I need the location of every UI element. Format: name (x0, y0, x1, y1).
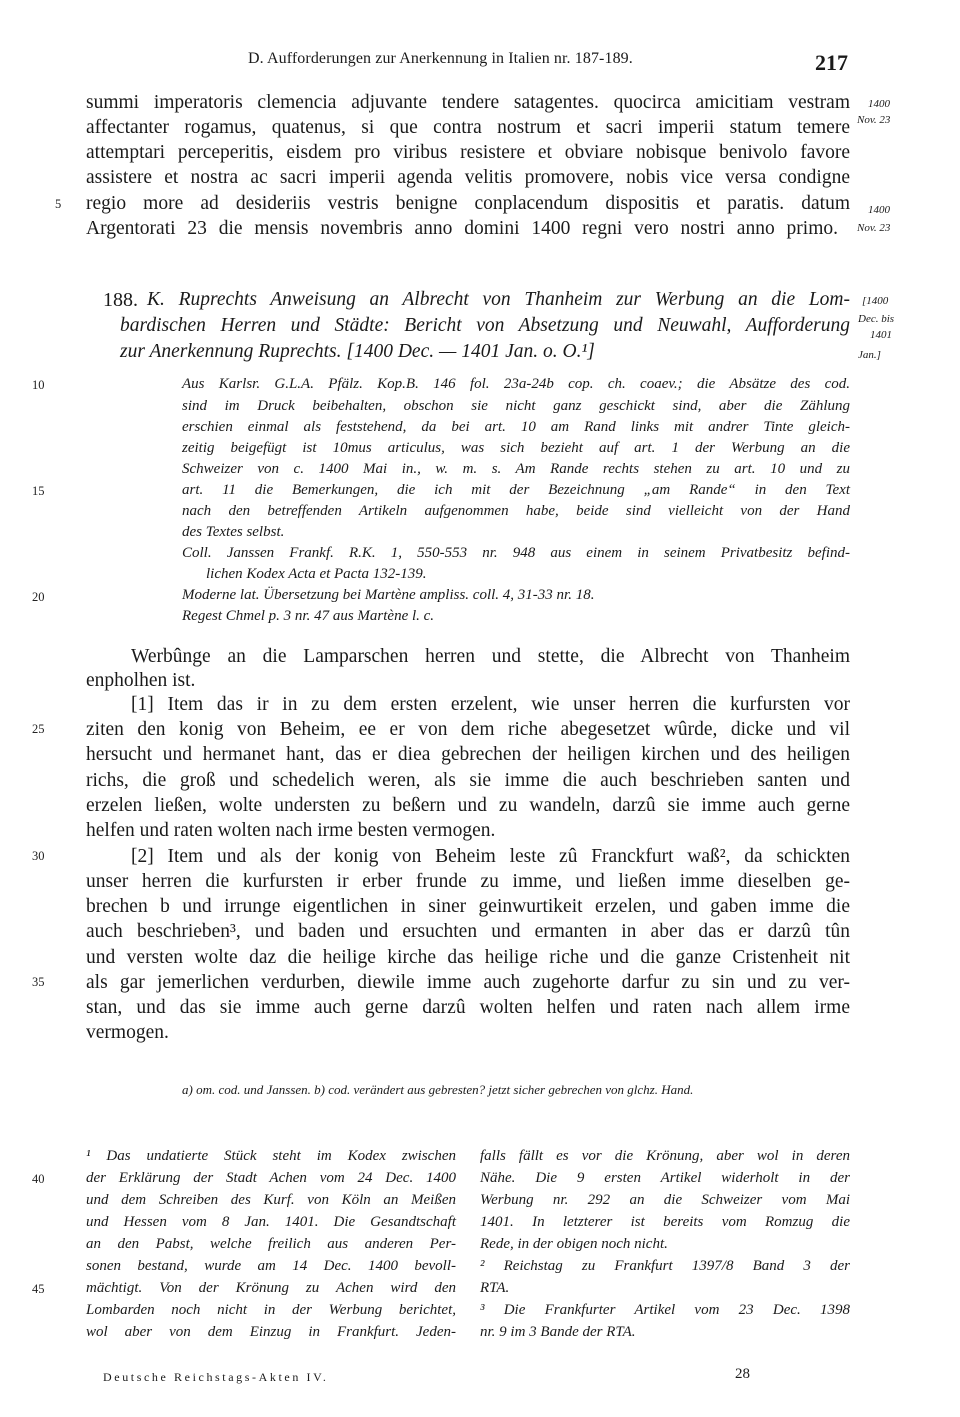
footnote-right-line: nr. 9 im 3 Bande der RTA. (480, 1324, 636, 1340)
source-note-line: Coll. Janssen Frankf. R.K. 1, 550-553 nr. 948 aus einem in seinem Privatbesitz befind- (182, 545, 850, 561)
source-note-line: art. 11 die Bemerkungen, die ich mit der Bezeichnung „am Rande“ in den Text (182, 482, 850, 498)
margin-year: 1400 (868, 204, 890, 216)
intro-line: summi imperatoris clemencia adjuvante tendere satagentes. quocirca amicitiam vestram (86, 92, 850, 113)
text-line: [2] Item und als der konig von Beheim leste zû Franckfurt waß², da schickten (131, 846, 850, 867)
text-line: auch beschrieben³, und baden und ersuchten und ermanten in aber das er darzû tûn (86, 921, 850, 942)
text-line: als gar jemerlichen verdurben, diewile imme auch zugehorte darfur zu sin und zu ver- (86, 972, 850, 993)
source-note-line: Schweizer von c. 1400 Mai in., w. m. s. Am Rande rechts stehen zu art. 10 und zu (182, 461, 850, 477)
line-number: 35 (32, 975, 45, 989)
footnote-left-line: mächtigt. Von der Krönung zu Achen wird den (86, 1280, 456, 1296)
footnote-left-line: sonen bestand, wurde am 14 Dec. 1400 bevoll- (86, 1258, 456, 1274)
heading-date-note: [1400 (862, 295, 889, 307)
footnote-left-line: wol aber von dem Einzug in Frankfurt. Jeden- (86, 1324, 456, 1340)
heading-date-note: 1401 (870, 329, 892, 341)
text-line: brechen b und irrunge eigentlichen in siner geinwurtikeit erzelen, und gaben imme die (86, 896, 850, 917)
document-heading-line: zur Anerkennung Ruprechts. [1400 Dec. — 1401 Jan. o. O.¹] (120, 341, 595, 362)
line-number: 30 (32, 849, 45, 863)
text-line: ziten den konig von Beheim, ee er von dem riche abegesetzet wûrde, dicke und vil (86, 719, 850, 740)
source-note-line: sind im Druck beibehalten, obschon sie nicht ganz geschickt sind, aber die Zählung (182, 398, 850, 414)
intro-line: assistere et nostra ac sacri imperii agenda velitis promovere, nobis vice versa condigne (86, 167, 850, 188)
page-number: 217 (815, 50, 848, 75)
text-line: Werbûnge an die Lamparschen herren und stette, die Albrecht von Thanheim (131, 646, 850, 667)
document-heading-line: K. Ruprechts Anweisung an Albrecht von Thanheim zur Werbung an die Lom- (147, 289, 850, 310)
source-note-line: Regest Chmel p. 3 nr. 47 aus Martène l. c. (182, 608, 435, 624)
source-note-line: des Textes selbst. (182, 524, 285, 540)
footnote-right-line: ³ Die Frankfurter Artikel vom 23 Dec. 1398 (480, 1302, 850, 1318)
line-number: 25 (32, 722, 45, 736)
intro-line: Argentorati 23 die mensis novembris anno domini 1400 regni vero nostri anno primo. (86, 218, 838, 239)
apparatus-notes: a) om. cod. und Janssen. b) cod. verändert aus gebresten? jetzt sicher gebrechen von glchz. Hand. (182, 1082, 694, 1097)
margin-year: 1400 (868, 98, 890, 110)
margin-date: Nov. 23 (857, 114, 891, 126)
footnote-right-line: 1401. In letzterer ist bereits vom Romzug die (480, 1214, 850, 1230)
intro-line: attemptari perceperitis, eisdem pro viribus resistere et obviare nobisque benivolo favore (86, 142, 850, 163)
sheet-number: 28 (735, 1366, 750, 1382)
text-line: helfen und raten wolten nach irme besten vermogen. (86, 820, 496, 841)
footnote-left-line: Lombarden noch nicht in der Werbung berichtet, (86, 1302, 456, 1318)
document-heading-line: bardischen Herren und Städte: Bericht von Absetzung und Neuwahl, Aufforderung (120, 315, 850, 336)
text-line: hersucht und hermanet hant, das er diea gebrechen der heiligen kirchen und des heiligen (86, 744, 850, 765)
intro-line: regio more ad desideriis vestris benigne conplacendum dispositis et paratis. datum (86, 193, 850, 214)
source-note-line: Moderne lat. Übersetzung bei Martène ampliss. coll. 4, 31-33 nr. 18. (182, 587, 595, 603)
text-line: vermogen. (86, 1022, 169, 1043)
text-line: und versten wolte daz die heilige kirche das heilige riche und die ganze Cristenheit nit (86, 947, 850, 968)
footnote-right-line: Nähe. Die 9 ersten Artikel widerholt in der (480, 1170, 850, 1186)
source-note-line: Aus Karlsr. G.L.A. Pfälz. Kop.B. 146 fol. 23a-24b cop. ch. coaev.; die Absätze des cod. (182, 376, 850, 392)
source-note-line: erschien einmal als feststehend, da bei art. 10 am Rand links mit andrer Tinte gleich- (182, 419, 850, 435)
line-number: 20 (32, 590, 45, 604)
text-line: richs, die groß und schedelich weren, als sie imme die auch beschrieben santen und (86, 770, 850, 791)
text-line: unser herren die kurfursten ir erber frunde zu imme, und ließen imme dieselben ge- (86, 871, 850, 892)
footnote-left-line: der Erklärung der Stadt Achen vom 24 Dec. 1400 (86, 1170, 456, 1186)
footnote-left-line: und dem Schreiben des Kurf. von Köln an Meißen (86, 1192, 456, 1208)
footnote-right-line: RTA. (480, 1280, 510, 1296)
footnote-right-line: Rede, in der obigen noch nicht. (480, 1236, 668, 1252)
footnote-right-line: Werbung nr. 292 an die Schweizer vom Mai (480, 1192, 850, 1208)
footnote-left-line: und Hessen vom 8 Jan. 1401. Die Gesandtschaft (86, 1214, 456, 1230)
source-note-line: nach den betreffenden Artikeln aufgenommen habe, beide sind vielleicht von der Hand (182, 503, 850, 519)
text-line: stan, und das sie imme auch gerne darzû wolten helfen und raten nach allem irme (86, 997, 850, 1018)
series-signature: Deutsche Reichstags-Akten IV. (103, 1370, 329, 1384)
footnote-right-line: ² Reichstag zu Frankfurt 1397/8 Band 3 der (480, 1258, 850, 1274)
running-head-title: D. Aufforderungen zur Anerkennung in Italien nr. 187-189. (248, 50, 633, 67)
source-note-line: zeitig beigefügt ist 10mus articulus, was sich bezieht auf art. 1 der Werbung an die (182, 440, 850, 456)
line-number: 10 (32, 378, 45, 392)
source-note-line: lichen Kodex Acta et Pacta 132-139. (206, 566, 427, 582)
text-line: enpholhen ist. (86, 670, 196, 691)
text-line: [1] Item das ir in zu dem ersten erzelent, wie unser herren die kurfursten vor (131, 694, 850, 715)
text-line: erzelen ließen, wolte understen zu beßern und zu wandeln, darzû sie imme auch gerne (86, 795, 850, 816)
line-number: 45 (32, 1282, 45, 1296)
line-number: 15 (32, 484, 45, 498)
footnote-left-line: ¹ Das undatierte Stück steht im Kodex zwischen (86, 1148, 456, 1164)
heading-date-note: Jan.] (858, 349, 881, 361)
footnote-right-line: falls fällt es vor die Krönung, aber wol in deren (480, 1148, 850, 1164)
line-number: 40 (32, 1172, 45, 1186)
intro-line: affectanter rogamus, quatenus, si que contra nostrum et sacri imperii statum temere (86, 117, 850, 138)
line-number: 5 (55, 197, 62, 211)
document-number: 188. (103, 289, 138, 311)
heading-date-note: Dec. bis (858, 313, 895, 325)
footnote-left-line: an den Pabst, welche freilich aus anderen Per- (86, 1236, 456, 1252)
margin-date: Nov. 23 (857, 222, 891, 234)
